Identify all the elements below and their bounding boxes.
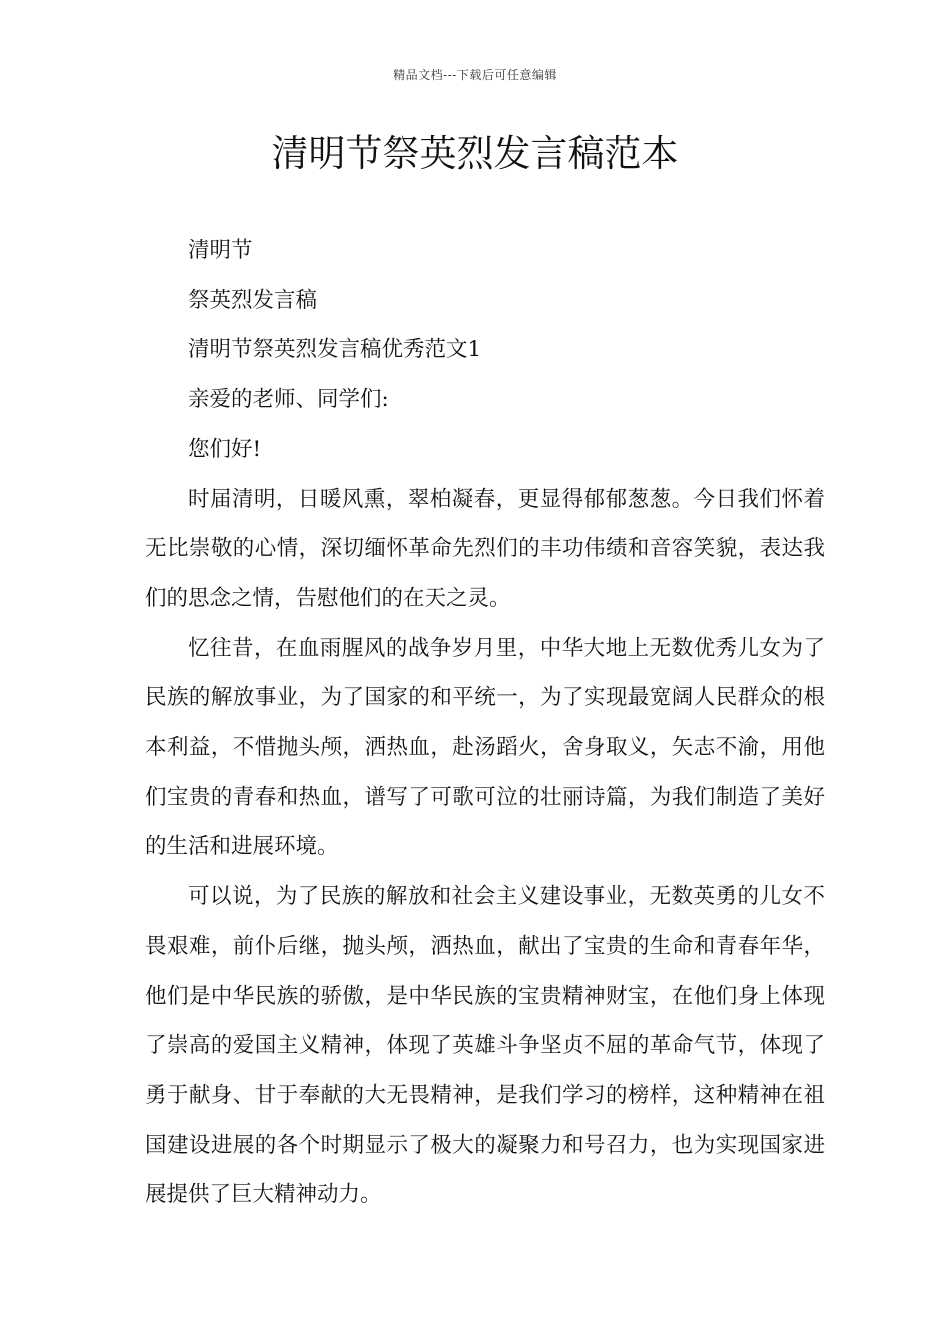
document-title: 清明节祭英烈发言稿范本: [271, 132, 679, 175]
page-header-note: 精品文档---下载后可任意编辑: [393, 68, 557, 82]
paragraph-heading-1: 清明节: [188, 238, 253, 263]
paragraph-heading-3: 清明节祭英烈发言稿优秀范文1: [188, 337, 482, 363]
paragraph-body-1: 时届清明，日暖风熏，翠柏凝春，更显得郁郁葱葱。今日我们怀着无比崇敬的心情，深切缅怀革命先烈们的丰功伟绩和音容笑貌，表达我们的思念之情，告慰他们的在天之灵。: [145, 486, 825, 611]
paragraph-body-3: 可以说，为了民族的解放和社会主义建设事业，无数英勇的儿女不畏艰难，前仆后继，抛头颅，洒热血，献出了宝贵的生命和青春年华，他们是中华民族的骄傲，是中华民族的宝贵精神财宝，在他们身上体现了崇高的爱国主义精神，体现了英雄斗争坚贞不屈的革命气节，体现了勇于献身、甘于奉献的大无畏精神，是我们学习的榜样，这种精神在祖国建设进展的各个时期显示了极大的凝聚力和号召力，也为实现国家进展提供了巨大精神动力。: [145, 884, 825, 1208]
paragraph-body-2: 忆往昔，在血雨腥风的战争岁月里，中华大地上无数优秀儿女为了民族的解放事业，为了国家的和平统一，为了实现最宽阔人民群众的根本利益，不惜抛头颅，洒热血，赴汤蹈火，舍身取义，矢志不渝，用他们宝贵的青春和热血，谱写了可歌可泣的壮丽诗篇，为我们制造了美好的生活和进展环境。: [145, 635, 825, 860]
paragraph-heading-2: 祭英烈发言稿: [188, 287, 318, 313]
paragraph-salutation: 亲爱的老师、同学们:: [188, 387, 389, 413]
paragraph-greeting: 您们好!: [188, 436, 262, 462]
document-body: [145, 226, 825, 1220]
